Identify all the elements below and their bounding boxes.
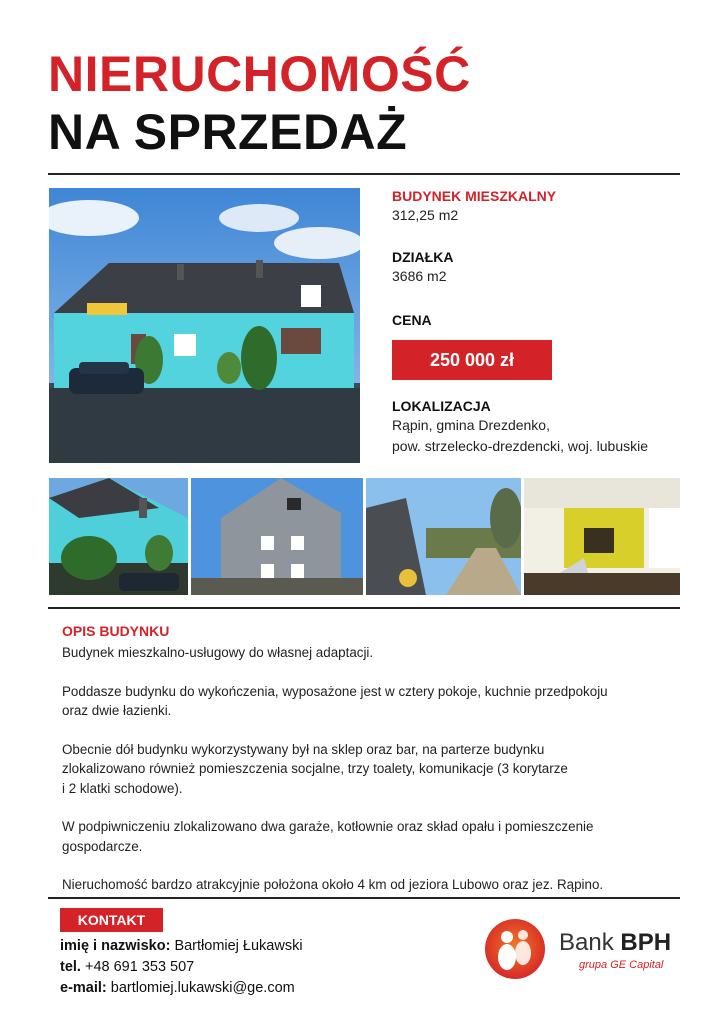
thumbnail-photo-3 bbox=[366, 478, 521, 595]
email-link[interactable]: bartlomiej.lukawski@ge.com bbox=[110, 980, 295, 996]
bank-word: Bank bbox=[559, 929, 614, 956]
description-paragraph-4: W podpiwniczeniu zlokalizowano dwa garaże, kotłownie oraz skład opału i pomieszczenie gospodarcze. bbox=[62, 819, 594, 854]
bank-logo-icon bbox=[483, 917, 547, 981]
description-body bbox=[62, 643, 692, 914]
title-line-2: NA SPRZEDAŻ bbox=[48, 104, 408, 160]
description-paragraph-3: Obecnie dół budynku wykorzystywany był na sklep oraz bar, na parterze budynku zlokalizowano również pomieszczenia socjalne, trzy toalety, komunikacje (3 korytarze i 2 klatki schodowe). bbox=[62, 741, 568, 796]
contact-phone: tel. +48 691 353 507 bbox=[60, 959, 195, 975]
main-house-photo bbox=[49, 188, 360, 463]
description-paragraph-2: Poddasze budynku do wykończenia, wyposażone jest w cztery pokoje, kuchnie przedpokoju oraz dwie łazienki. bbox=[62, 683, 608, 718]
location-line-2: pow. strzelecko-drezdencki, woj. lubuskie bbox=[392, 438, 649, 454]
price-label: CENA bbox=[392, 312, 432, 328]
price-badge: 250 000 zł bbox=[392, 340, 552, 380]
building-label: BUDYNEK MIESZKALNY bbox=[392, 188, 557, 204]
description-paragraph-1: Budynek mieszkalno-usługowy do własnej adaptacji. bbox=[62, 645, 374, 660]
contact-name: imię i nazwisko: Bartłomiej Łukawski bbox=[60, 938, 303, 954]
thumbnail-photo-4 bbox=[524, 478, 680, 595]
title-line-1: NIERUCHOMOŚĆ bbox=[48, 46, 471, 102]
divider-top bbox=[48, 173, 680, 175]
building-area-value: 312,25 m2 bbox=[392, 207, 459, 223]
thumbnail-photo-1 bbox=[49, 478, 188, 595]
description-heading: OPIS BUDYNKU bbox=[62, 623, 170, 639]
bank-bph-logo bbox=[483, 915, 683, 985]
location-label: LOKALIZACJA bbox=[392, 398, 491, 414]
divider-middle bbox=[48, 607, 680, 609]
contact-heading: KONTAKT bbox=[60, 908, 163, 932]
bank-name: BPH bbox=[620, 929, 672, 956]
description-paragraph-5: Nieruchomość bardzo atrakcyjnie położona około 4 km od jeziora Lubowo oraz jez. Rąpino. bbox=[62, 877, 604, 892]
contact-email: e-mail: bartlomiej.lukawski@ge.com bbox=[60, 980, 295, 996]
thumbnail-photo-2 bbox=[191, 478, 363, 595]
location-line-1: Rąpin, gmina Drezdenko, bbox=[392, 417, 550, 433]
plot-area-value: 3686 m2 bbox=[392, 268, 447, 284]
divider-bottom bbox=[48, 897, 680, 899]
bank-subtitle: grupa GE Capital bbox=[579, 959, 664, 971]
plot-label: DZIAŁKA bbox=[392, 249, 454, 265]
